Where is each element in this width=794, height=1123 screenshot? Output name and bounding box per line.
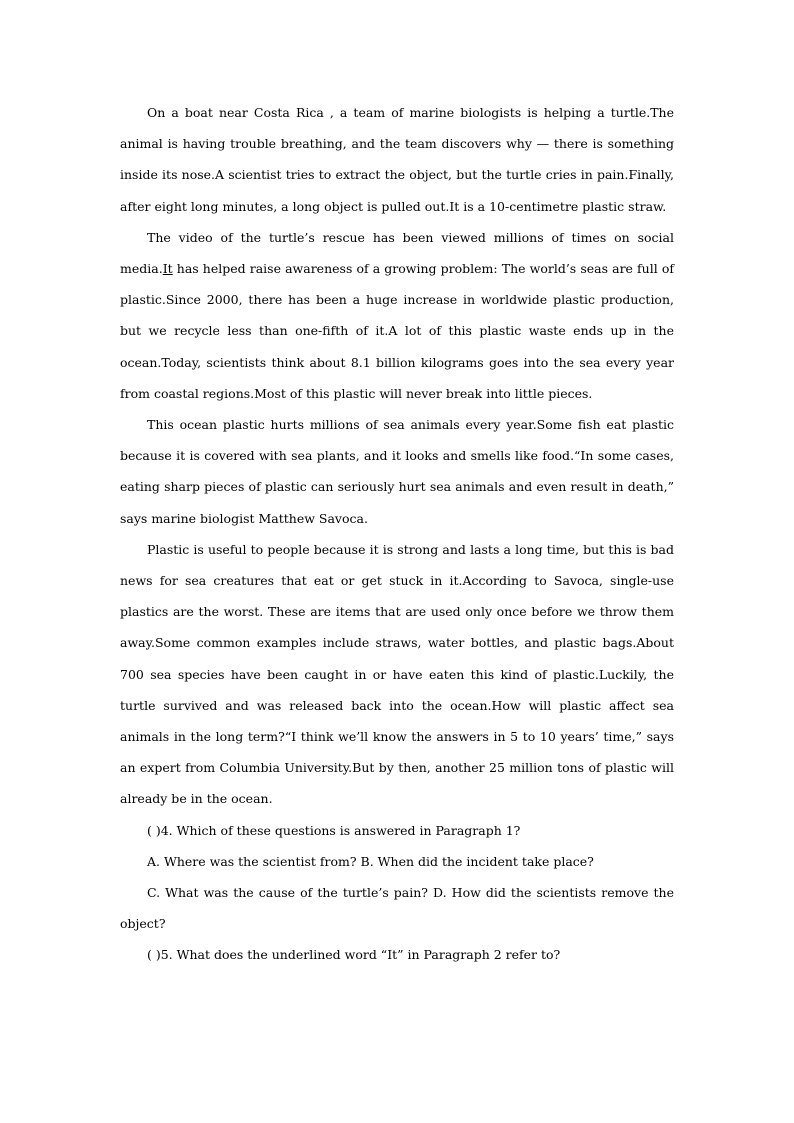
paragraph-2-rest: has helped raise awareness of a growing problem: The world’s seas are full of plastic.Since 2000, there has been a huge increase in worldwide plastic production, but we recycle less than one-fifth of it.A lot of this plastic waste ends up in the ocean.Today, scientists think about 8.1 billion kilograms goes into the sea every year from coastal regions.Most of this plastic will never break into little pieces.	[120, 261, 674, 401]
paragraph-4: Plastic is useful to people because it is strong and lasts a long time, but this is bad news for sea creatures that eat or get stuck in it.According to Savoca, single-use plastics are the worst. These are items that are used only once before we throw them away.Some common examples include straws, water bottles, and plastic bags.About 700 sea species have been caught in or have eaten this kind of plastic.Luckily, the turtle survived and was released back into the ocean.How will plastic affect sea animals in the long term?“I think we’ll know the answers in 5 to 10 years’ time,” says an expert from Columbia University.But by then, another 25 million tons of plastic will already be in the ocean.	[120, 541, 674, 807]
paragraph-2	[120, 222, 674, 409]
paragraph-1: On a boat near Costa Rica , a team of marine biologists is helping a turtle.The animal is having trouble breathing, and the team discovers why — there is something inside its nose.A scientist tries to extract the object, but the turtle cries in pain.Finally, after eight long minutes, a long object is pulled out.It is a 10-centimetre plastic straw.	[120, 105, 674, 214]
question-4-options-ab: A. Where was the scientist from? B. When did the incident take place?	[147, 853, 594, 869]
question-4-options-cd: C. What was the cause of the turtle’s pain? D. How did the scientists remove the object?	[120, 885, 674, 932]
question-5-stem: ( )5. What does the underlined word “It” in Paragraph 2 refer to?	[147, 947, 561, 963]
paragraph-2-start: The video of the turtle’s rescue has been viewed millions of times on social media.	[120, 229, 674, 277]
underlined-word-it: It	[162, 261, 173, 277]
question-4-stem: ( )4. Which of these questions is answered in Paragraph 1?	[147, 822, 521, 838]
paragraph-3: This ocean plastic hurts millions of sea animals every year.Some fish eat plastic because it is covered with sea plants, and it looks and smells like food.“In some cases, eating sharp pieces of plastic can seriously hurt sea animals and even result in death,” says marine biologist Matthew Savoca.	[120, 417, 674, 526]
reading-passage	[120, 97, 674, 971]
